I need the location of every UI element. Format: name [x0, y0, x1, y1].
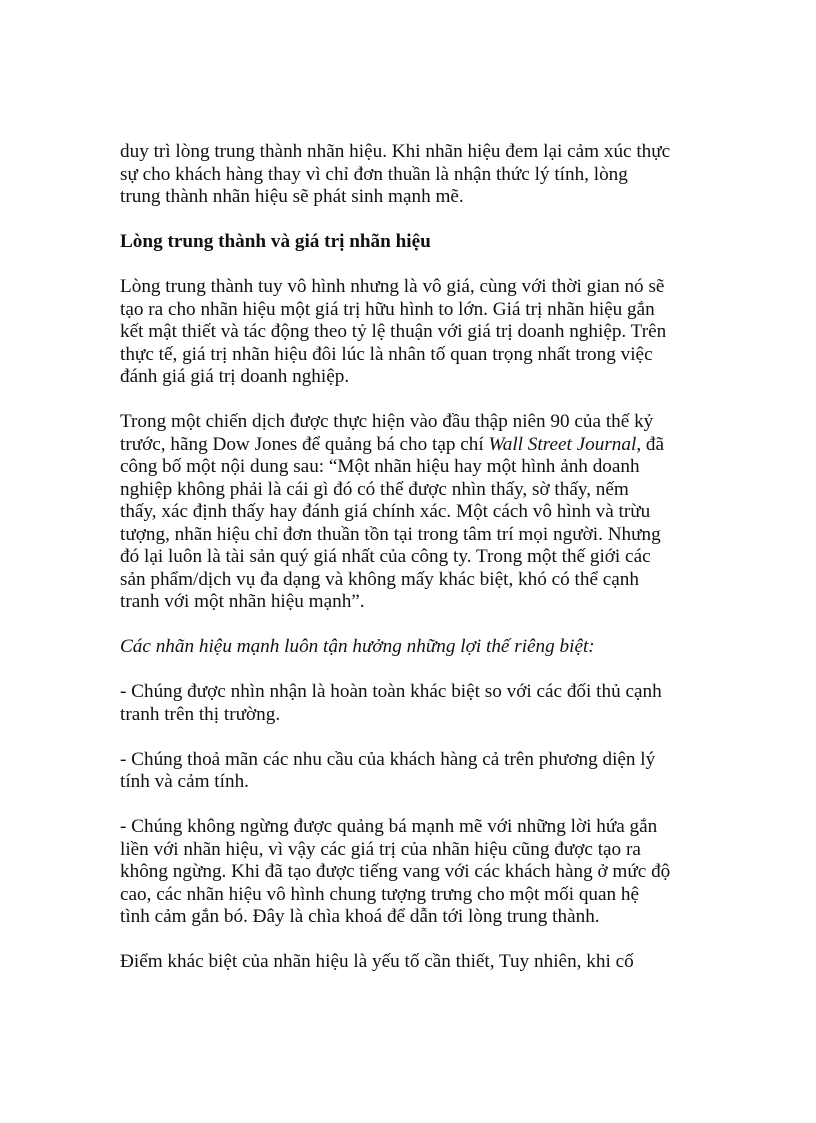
text-line: - Chúng không ngừng được quảng bá mạnh mẽ với những lời hứa gắn: [120, 816, 658, 837]
text-line: liền với nhãn hiệu, vì vậy các giá trị của nhãn hiệu cũng được tạo ra: [120, 838, 641, 860]
text-line: Lòng trung thành tuy vô hình nhưng là vô giá, cùng với thời gian nó sẽ: [120, 276, 665, 297]
text-segment: , đã: [636, 433, 665, 455]
text-line: tranh trên thị trường.: [120, 703, 281, 725]
text-line: cao, các nhãn hiệu vô hình chung tượng trưng cho một mối quan hệ: [120, 883, 640, 905]
text-line: trung thành nhãn hiệu sẽ phát sinh mạnh mẽ.: [120, 186, 464, 207]
brand-value-paragraph: [120, 276, 720, 389]
dow-jones-paragraph: [120, 411, 720, 614]
text-line: thực tế, giá trị nhãn hiệu đôi lúc là nhân tố quan trọng nhất trong việc: [120, 343, 653, 365]
paragraph-spacer: [120, 794, 720, 817]
text-line: duy trì lòng trung thành nhãn hiệu. Khi nhãn hiệu đem lại cảm xúc thực: [120, 141, 671, 162]
section-heading: Lòng trung thành và giá trị nhãn hiệu: [120, 231, 431, 252]
text-line: tượng, nhãn hiệu chỉ đơn thuần tồn tại trong tâm trí mọi người. Nhưng: [120, 523, 661, 545]
paragraph-spacer: [120, 254, 720, 277]
text-line: - Chúng thoả mãn các nhu cầu của khách hàng cả trên phương diện lý: [120, 748, 656, 770]
italic-lead: Các nhãn hiệu mạnh luôn tận hưởng những lợi thế riêng biệt:: [120, 636, 595, 657]
paragraph-spacer: [120, 389, 720, 412]
text-line: tính và cảm tính.: [120, 771, 249, 792]
text-line: tranh với một nhãn hiệu mạnh”.: [120, 591, 365, 612]
text-line: thấy, xác định thấy hay đánh giá chính xác. Một cách vô hình và trừu: [120, 501, 651, 522]
paragraph-spacer: [120, 929, 720, 952]
text-line: sự cho khách hàng thay vì chỉ đơn thuần là nhận thức lý tính, lòng: [120, 163, 628, 185]
paragraph-spacer: [120, 209, 720, 232]
text-segment: trước, hãng Dow Jones để quảng bá cho tạp chí: [120, 433, 489, 455]
closing-line: Điểm khác biệt của nhãn hiệu là yếu tố cần thiết, Tuy nhiên, khi cố: [120, 951, 634, 972]
publication-title: Wall Street Journal: [488, 433, 637, 455]
intro-paragraph: [120, 141, 720, 209]
text-line: nghiệp không phải là cái gì đó có thể được nhìn thấy, sờ thấy, nếm: [120, 478, 629, 500]
text-line-with-italic: [120, 434, 720, 457]
text-line: đánh giá giá trị doanh nghiệp.: [120, 366, 350, 387]
text-line: không ngừng. Khi đã tạo được tiếng vang với các khách hàng ở mức độ: [120, 861, 671, 882]
bullet-item: [120, 749, 720, 794]
paragraph-spacer: [120, 614, 720, 637]
bullet-item: [120, 816, 720, 929]
bullet-item: [120, 681, 720, 726]
paragraph-spacer: [120, 726, 720, 749]
text-line: sản phẩm/dịch vụ đa dạng và không mấy khác biệt, khó có thể cạnh: [120, 568, 639, 590]
text-line: kết mật thiết và tác động theo tỷ lệ thuận với giá trị doanh nghiệp. Trên: [120, 321, 667, 342]
text-line: công bố một nội dung sau: “Một nhãn hiệu hay một hình ảnh doanh: [120, 456, 640, 477]
text-line: tạo ra cho nhãn hiệu một giá trị hữu hình to lớn. Giá trị nhãn hiệu gắn: [120, 298, 655, 320]
text-line: Trong một chiến dịch được thực hiện vào đầu thập niên 90 của thế kỷ: [120, 411, 654, 432]
paragraph-spacer: [120, 659, 720, 682]
document-body: [120, 141, 720, 974]
text-line: đó lại luôn là tài sản quý giá nhất của công ty. Trong một thế giới các: [120, 546, 651, 567]
text-line: - Chúng được nhìn nhận là hoàn toàn khác biệt so với các đối thủ cạnh: [120, 681, 662, 702]
text-line: tình cảm gắn bó. Đây là chìa khoá để dẫn tới lòng trung thành.: [120, 906, 600, 927]
